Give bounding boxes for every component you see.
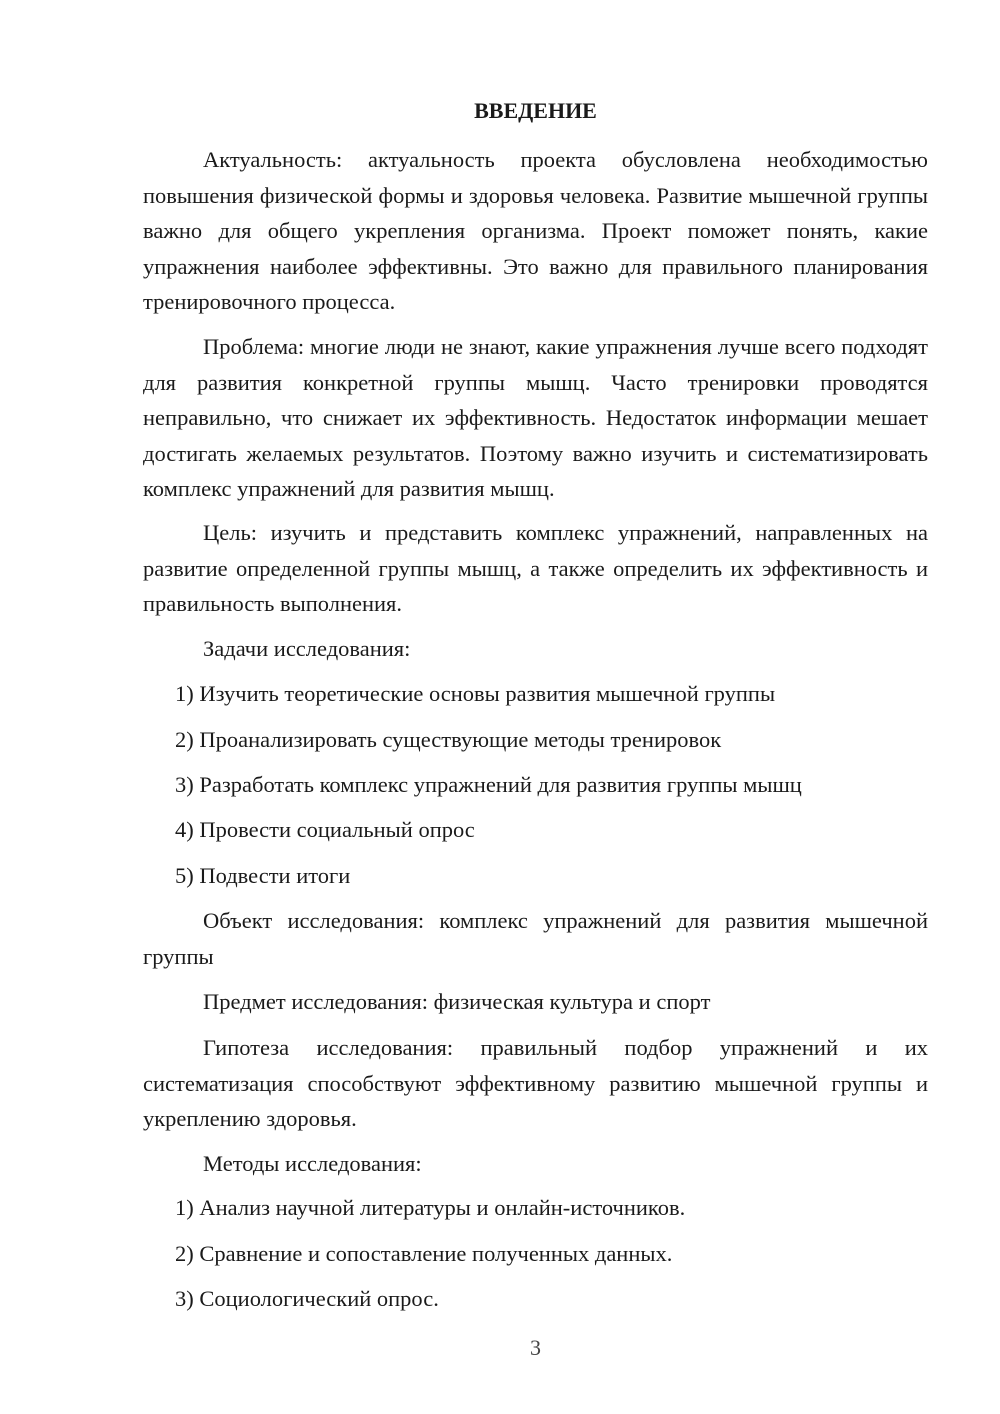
subject-paragraph: Предмет исследования: физическая культура и спорт — [203, 989, 711, 1014]
tasks-label: Задачи исследования: — [203, 636, 411, 661]
page-number: 3 — [530, 1335, 541, 1360]
goal-paragraph: Цель: изучить и представить комплекс упражнений, направленных на развитие определенной группы мышц, а также определить их эффективность и правильность выполнения. — [143, 520, 928, 616]
document-page — [143, 0, 928, 1414]
task-item: 5) Подвести итоги — [175, 863, 351, 888]
method-item: 3) Социологический опрос. — [175, 1286, 439, 1311]
object-paragraph: Объект исследования: комплекс упражнений для развития мышечной группы — [143, 908, 928, 969]
task-item: 2) Проанализировать существующие методы тренировок — [175, 727, 722, 752]
methods-label: Методы исследования: — [203, 1151, 422, 1176]
task-item: 3) Разработать комплекс упражнений для развития группы мышц — [175, 772, 802, 797]
hypothesis-paragraph: Гипотеза исследования: правильный подбор упражнений и их систематизация способствуют эффективному развитию мышечной группы и укреплению здоровья. — [143, 1035, 928, 1131]
problem-paragraph: Проблема: многие люди не знают, какие упражнения лучше всего подходят для развития конкретной группы мышц. Часто тренировки проводятся неправильно, что снижает их эффективность. Недостаток информации мешает достигать желаемых результатов. Поэтому важно изучить и систематизировать комплекс упражнений для развития мышц. — [143, 334, 928, 501]
task-item: 4) Провести социальный опрос — [175, 817, 475, 842]
task-item: 1) Изучить теоретические основы развития мышечной группы — [175, 681, 776, 706]
method-item: 2) Сравнение и сопоставление полученных данных. — [175, 1241, 673, 1266]
page-title: ВВЕДЕНИЕ — [474, 98, 597, 123]
relevance-paragraph: Актуальность: актуальность проекта обусловлена необходимостью повышения физической формы и здоровья человека. Развитие мышечной группы важно для общего укрепления организма. Проект поможет понять, какие упражнения наиболее эффективны. Это важно для правильного планирования тренировочного процесса. — [143, 147, 928, 314]
method-item: 1) Анализ научной литературы и онлайн-источников. — [175, 1195, 686, 1220]
